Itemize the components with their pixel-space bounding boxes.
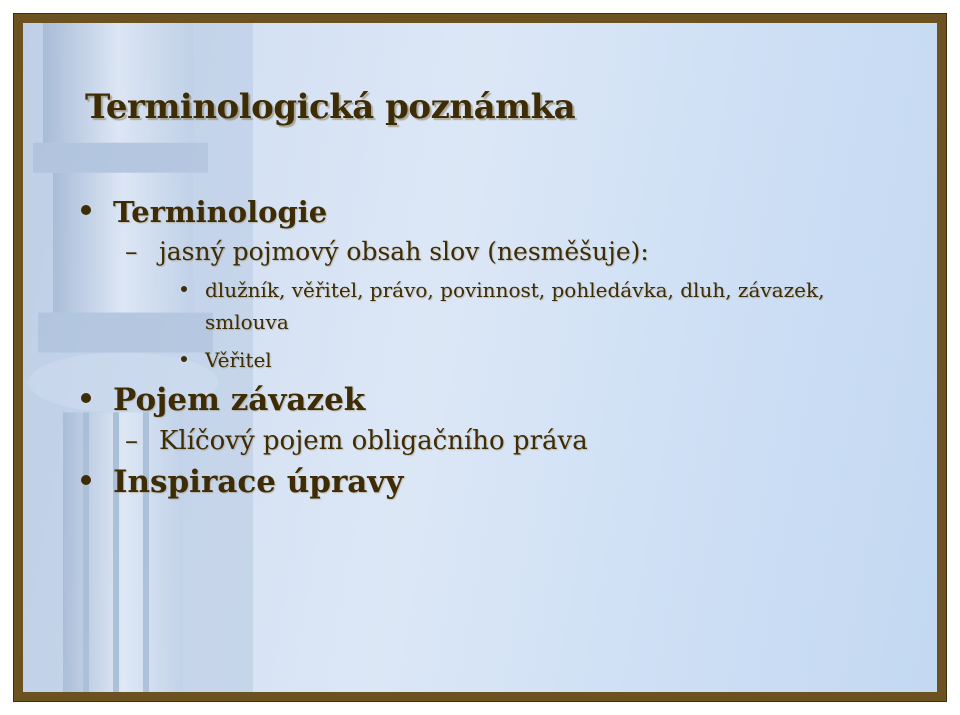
list-item-text: jasný pojmový obsah slov (nesměšuje): [159, 237, 649, 266]
bullet-dash-icon: – [125, 237, 138, 266]
list-item [81, 382, 901, 418]
slide-title: Terminologická poznámka [85, 87, 576, 127]
bullet-list [81, 195, 901, 508]
list-item-text: Klíčový pojem obligačního práva [159, 426, 588, 456]
list-item-text: Věřitel [205, 348, 272, 372]
list-item-text: Terminologie [113, 195, 328, 229]
bullet-dot-icon [181, 274, 205, 306]
bullet-dot-icon [81, 382, 113, 418]
list-item [125, 237, 901, 266]
list-item [181, 344, 901, 376]
slide [14, 14, 946, 701]
bullet-dot-icon [181, 344, 205, 376]
list-item [81, 195, 901, 229]
list-item [81, 464, 901, 500]
bullet-dash-icon: – [125, 426, 138, 456]
list-item [125, 426, 901, 456]
bullet-dot-icon [81, 464, 113, 500]
list-item-text: Inspirace úpravy [113, 464, 404, 500]
list-item-text: dlužník, věřitel, právo, povinnost, pohledávka, dluh, závazek, smlouva [205, 278, 825, 334]
list-item [181, 274, 901, 338]
list-item-text: Pojem závazek [113, 382, 366, 418]
bullet-dot-icon [81, 195, 113, 229]
